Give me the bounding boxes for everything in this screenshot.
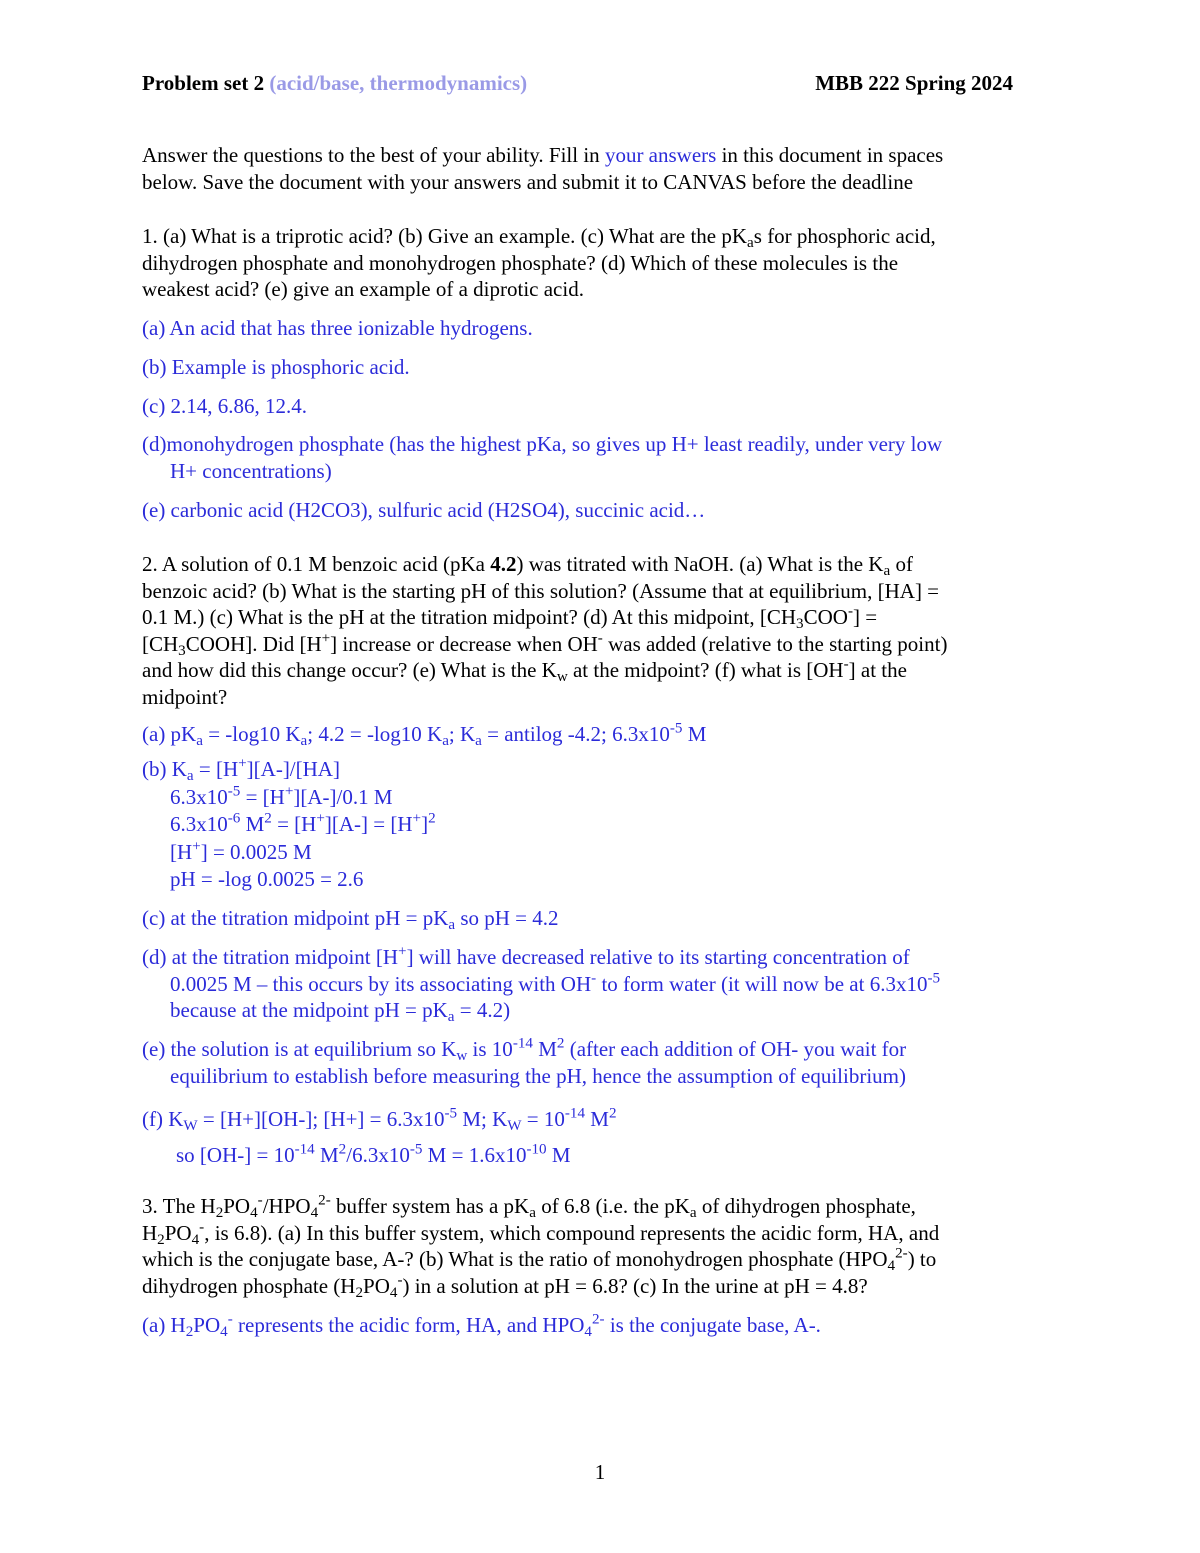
- q2-answer-b: (b) $K_a = [H^+][A-]/[HA]$ $6.3x10^{-5} = [H^+][A-]/0.1$ M $6.3x10^{-6}$ $M^2 = [H^+][A-] = [H^+]^2$ [H+] = 0.0025 M pH = -log 0.0025 = 2.6: [142, 755, 436, 891]
- page-number: 1: [594, 1460, 606, 1484]
- q2-line: 0.1 M.) (c) What is the pH at the titration midpoint? (d) At this midpoint, $[CH_3COO^-]$ =: [142, 603, 878, 632]
- q2-answer-c: (c) at the titration midpoint pH = $pK_a$ so pH = 4.2: [142, 906, 559, 933]
- q2-line: $[CH_3COOH]$. Did [H+] increase or decrease when OH- was added (relative to the starting point): [142, 630, 948, 659]
- q2-answer-f: (f) $K_W = [H+][OH-]$; $[H+] = 6.3x10^{-5}$ M; $K_W = 10^{-14}$ $M^2$ so $[OH-] = 10^{-14}$ $M^2/6.3x10^{-5}$ $M = 1.6x10^{-10}$ M: [142, 1105, 617, 1167]
- intro-line-2: below. Save the document with your answers and submit it to CANVAS before the deadline: [142, 169, 914, 194]
- course-label: MBB 222 Spring 2024: [815, 71, 1013, 95]
- question-1: [142, 223, 936, 303]
- q1-line: 1. (a) What is a triprotic acid? (b) Give an example. (c) What are the $pK_as$ for phosphoric acid,: [142, 224, 936, 251]
- q3-line: 3. The $H_2PO_4^-/HPO_4^{2-}$ buffer system has a $pK_a$ of 6.8 (i.e. the $pK_a$ of dihydrogen phosphate,: [142, 1192, 916, 1221]
- question-2: [142, 551, 947, 710]
- q2-answer-a: (a) $pK_a = -\log 10$ $K_a$; 4.2 = -log10 $K_a$; $K_a$ = antilog -4.2; $6.3x10^{-5}$ M: [142, 720, 707, 749]
- q2-line: benzoic acid? (b) What is the starting pH of this solution? (Assume that at equilibrium, [HA] =: [142, 578, 940, 603]
- q3-line: $H_2PO_4^-$, is 6.8). (a) In this buffer system, which compound represents the acidic form, HA, and: [142, 1219, 940, 1248]
- intro: [142, 142, 943, 195]
- topics: (acid/base, thermodynamics): [269, 71, 528, 95]
- q1-line: weakest acid? (e) give an example of a diprotic acid.: [142, 277, 584, 301]
- q3-line: dihydrogen phosphate $(H_2PO_4^-)$ in a solution at pH = 6.8? (c) In the urine at pH = 4.8?: [142, 1272, 868, 1301]
- q1-answer-b: (b) Example is phosphoric acid.: [142, 355, 410, 379]
- intro-line-1: Answer the questions to the best of your ability. Fill in your answers in this document in spaces: [142, 143, 944, 167]
- q2-line: midpoint?: [142, 684, 228, 709]
- q1-answer-a: (a) An acid that has three ionizable hydrogens.: [142, 316, 533, 340]
- q1-answer-d: (d)monohydrogen phosphate (has the highest pKa, so gives up H+ least readily, under very low H+ concentrations): [142, 432, 943, 483]
- q2-line: and how did this change occur? (e) What is the $K_w$ at the midpoint? (f) what is [OH-] at the: [142, 656, 907, 685]
- page-title: [142, 71, 527, 96]
- q1-answer-c: (c) 2.14, 6.86, 12.4.: [142, 394, 308, 418]
- q3-line: which is the conjugate base, A-? (b) What is the ratio of monohydrogen phosphate $(HPO_4^{2-})$ to: [142, 1245, 937, 1274]
- q1-answer-e: (e) carbonic acid (H2CO3), sulfuric acid (H2SO4), succinic acid…: [142, 498, 706, 522]
- q2-line: 2. A solution of 0.1 M benzoic acid (pKa 4.2) was titrated with NaOH. (a) What is the $K_a$ of: [142, 552, 913, 579]
- q3-answer-a: (a) $H_2PO_4^-$ represents the acidic form, HA, and $HPO_4^{2-}$ is the conjugate base, A-.: [142, 1311, 821, 1340]
- question-3: [142, 1193, 939, 1299]
- q2-answer-d: (d) at the titration midpoint [H+] will have decreased relative to its starting concentration of 0.0025 M – this occurs by its associating with OH- to form water (it will now be at $6.3x10^{-5}$ because at the midpoint pH = $pK_a = 4.2$): [142, 943, 941, 1025]
- q1-line: dihydrogen phosphate and monohydrogen phosphate? (d) Which of these molecules is the: [142, 250, 899, 275]
- your-answers-highlight: your answers: [604, 143, 717, 167]
- title: Problem set 2: [142, 71, 265, 95]
- q2-answer-e: (e) the solution is at equilibrium so $K_w$ is $10^{-14}$ $M^2$ (after each addition of OH- you wait for equilibrium to establish before measuring the pH, hence the assumption of equilibrium): [142, 1035, 907, 1088]
